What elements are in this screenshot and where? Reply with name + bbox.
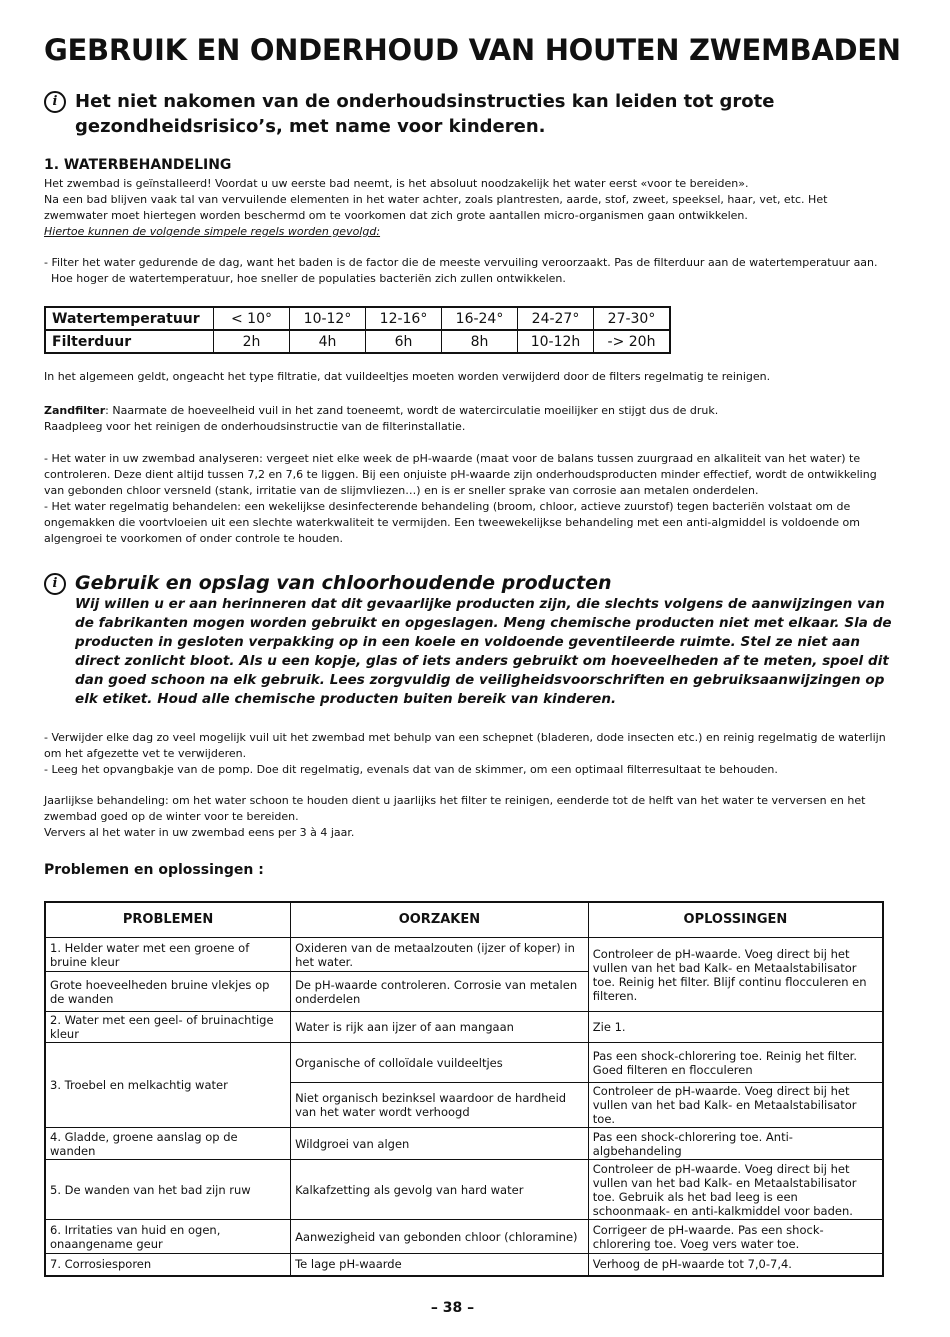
sandfilter-paragraph [44,403,892,435]
duration-cell: 8h [442,330,518,353]
problem-cell: 5. De wanden van het bad zijn ruw [45,1160,291,1220]
table-row [45,938,883,972]
temperature-cell: < 10° [214,307,290,330]
filter-line-2: Hoe hoger de watertemperatuur, hoe sneller de populaties bacteriën zich zullen ontwikkelen. [51,272,566,285]
problem-cell: 7. Corrosiesporen [45,1254,291,1276]
cause-cell: Niet organisch bezinksel waardoor de hardheid van het water wordt verhoogd [291,1083,589,1128]
table-row [45,1128,883,1160]
column-header: PROBLEMEN [45,902,291,938]
temperature-cell: 10-12° [290,307,366,330]
treatment-text: - Het water regelmatig behandelen: een wekelijkse desinfecterende behandeling (broom, chloor, actieve zuurstof) tegen bacteriën volstaat om de ongemakken die voortvloeien uit een slechte waterkwaliteit te vermijden. Een tweewekelijkse behandeling met een anti-algmiddel is voldoende om algengroei te voorkomen of onder controle te houden. [44,500,860,545]
sandfilter-text: : Naarmate de hoeveelheid vuil in het zand toeneemt, wordt de watercirculatie moeilijker en stijgt dus de druk. [105,404,719,417]
problem-cell: 1. Helder water met een groene of bruine kleur [45,938,291,972]
section-heading-waterbehandeling: 1. WATERBEHANDELING [44,157,232,173]
analyse-text: - Het water in uw zwembad analyseren: vergeet niet elke week de pH-waarde (maat voor de balans tussen zuurgraad en alkaliteit van het water) te controleren. Deze dient altijd tussen 7,2 en 7,6 te liggen. Bij een onjuiste pH-waarde zijn onderhoudsproducten minder effectief, wordt de ontwikkeling van gebonden chloor versneld (stank, irritatie van de slijmvliezen…) en is er sneller sprake van corrosie aan metalen onderdelen. [44,452,877,497]
duration-label: Filterduur [45,330,214,353]
cause-cell: Organische of colloïdale vuildeeltjes [291,1043,589,1083]
solution-cell: Pas een shock-chlorering toe. Anti-algbehandeling [588,1128,883,1160]
cause-cell: Te lage pH-waarde [291,1254,589,1276]
cause-cell: Wildgroei van algen [291,1128,589,1160]
maintenance-paragraph [44,730,892,778]
temperature-cell: 24-27° [518,307,594,330]
sandfilter-label: Zandfilter [44,404,106,417]
chlorine-warning-body: Wij willen u er aan herinneren dat dit gevaarlijke producten zijn, die slechts volgens de aanwijzingen van de fabrikanten mogen worden gebruikt en opgeslagen. Meng chemische producten niet met elkaar. Sla de producten in gesloten verpakking op in een koele en voldoende geventileerde ruimte. Stel ze niet aan direct zonlicht bloot. Als u een kopje, glas of iets anders gebruikt om hoeveelheden af te meten, spoel dit dan goed schoon na elk gebruik. Lees zorgvuldig de veiligheidsvoorschriften en gebruiksaanwijzingen op elk etiket. Houd alle chemische producten buiten bereik van kinderen. [75,596,892,707]
intro-line-1: Het zwembad is geïnstalleerd! Voordat u uw eerste bad neemt, is het absoluut noodzakelijk het water eerst «voor te bereiden». [44,177,749,190]
cause-cell: Oxideren van de metaalzouten (ijzer of koper) in het water. [291,938,589,972]
column-header: OPLOSSINGEN [588,902,883,938]
solution-cell: Pas een shock-chlorering toe. Reinig het filter. Goed filteren en flocculeren [588,1043,883,1083]
filter-line-1: - Filter het water gedurende de dag, want het baden is de factor die de meeste vervuiling veroorzaakt. Pas de filterduur aan de watertemperatuur aan. [44,256,878,269]
chlorine-warning-heading: Gebruik en opslag van chloorhoudende producten [75,572,612,594]
filter-paragraph [44,255,892,287]
solution-cell: Controleer de pH-waarde. Voeg direct bij het vullen van het bad Kalk- en Metaalstabilisator toe. [588,1083,883,1128]
table-header-row [45,902,883,938]
intro-paragraph [44,176,892,240]
temperature-cell: 12-16° [366,307,442,330]
info-icon: i [44,91,66,113]
table-row [45,1012,883,1043]
table-row [45,330,670,353]
cause-cell: Aanwezigheid van gebonden chloor (chloramine) [291,1220,589,1254]
pump-text: - Leeg het opvangbakje van de pomp. Doe dit regelmatig, evenals dat van de skimmer, om een optimaal filterresultaat te behouden. [44,763,778,776]
solution-cell: Corrigeer de pH-waarde. Pas een shock-chlorering toe. Voeg vers water toe. [588,1220,883,1254]
rules-intro: Hiertoe kunnen de volgende simpele regels worden gevolgd: [44,225,381,238]
remove-dirt-text: - Verwijder elke dag zo veel mogelijk vuil uit het zwembad met behulp van een schepnet (bladeren, dode insecten etc.) en reinig regelmatig de waterlijn om het afgezette vet te verwijderen. [44,731,886,760]
solution-cell: Zie 1. [588,1012,883,1043]
problems-table [44,901,884,1277]
health-warning [44,89,884,139]
table-row [45,1043,883,1083]
duration-cell: 4h [290,330,366,353]
cause-cell: De pH-waarde controleren. Corrosie van metalen onderdelen [291,972,589,1012]
chlorine-warning [44,571,904,709]
page-title: GEBRUIK EN ONDERHOUD VAN HOUTEN ZWEMBADEN [44,33,901,67]
problem-cell: 4. Gladde, groene aanslag op de wanden [45,1128,291,1160]
duration-cell: -> 20h [594,330,671,353]
health-warning-text: Het niet nakomen van de onderhoudsinstructies kan leiden tot grote gezondheidsrisico’s, met name voor kinderen. [75,91,775,137]
duration-cell: 2h [214,330,290,353]
solution-cell: Controleer de pH-waarde. Voeg direct bij het vullen van het bad Kalk- en Metaalstabilisator toe. Reinig het filter. Blijf continu flocculeren en filteren. [588,938,883,1012]
solution-cell: Verhoog de pH-waarde tot 7,0-7,4. [588,1254,883,1276]
cause-cell: Water is rijk aan ijzer of aan mangaan [291,1012,589,1043]
filter-duration-table [44,306,671,354]
table-row [45,307,670,330]
problem-cell: 2. Water met een geel- of bruinachtige kleur [45,1012,291,1043]
refresh-text: Ververs al het water in uw zwembad eens per 3 à 4 jaar. [44,826,355,839]
info-icon: i [44,573,66,595]
page-number: – 38 – [430,1300,475,1316]
sandfilter-text-2: Raadpleeg voor het reinigen de onderhoudsinstructie van de filterinstallatie. [44,420,466,433]
column-header: OORZAKEN [291,902,589,938]
problem-cell: 6. Irritaties van huid en ogen, onaangename geur [45,1220,291,1254]
yearly-paragraph [44,793,892,841]
intro-line-2: Na een bad blijven vaak tal van vervuilende elementen in het water achter, zoals plantresten, aarde, stof, zweet, speeksel, haar, vet, etc. Het zwemwater moet hiertegen worden beschermd om te voorkomen dat zich grote aantallen micro-organismen gaan ontwikkelen. [44,193,828,222]
analysis-paragraph [44,451,892,547]
duration-cell: 6h [366,330,442,353]
cause-cell: Kalkafzetting als gevolg van hard water [291,1160,589,1220]
problem-cell: 3. Troebel en melkachtig water [45,1043,291,1128]
general-paragraph: In het algemeen geldt, ongeacht het type filtratie, dat vuildeeltjes moeten worden verwijderd door de filters regelmatig te reinigen. [44,370,771,383]
table-row [45,1220,883,1254]
temperature-cell: 27-30° [594,307,671,330]
solution-cell: Controleer de pH-waarde. Voeg direct bij het vullen van het bad Kalk- en Metaalstabilisator toe. Gebruik als het bad leeg is een schoonmaak- en anti-kalkmiddel voor baden. [588,1160,883,1220]
yearly-text: Jaarlijkse behandeling: om het water schoon te houden dient u jaarlijks het filter te reinigen, eenderde tot de helft van het water te verversen en het zwembad goed op de winter voor te bereiden. [44,794,866,823]
table-row [45,1160,883,1220]
temperature-cell: 16-24° [442,307,518,330]
table-row [45,1254,883,1276]
duration-cell: 10-12h [518,330,594,353]
temperature-label: Watertemperatuur [45,307,214,330]
problem-cell: Grote hoeveelheden bruine vlekjes op de wanden [45,972,291,1012]
problems-heading: Problemen en oplossingen : [44,862,264,878]
